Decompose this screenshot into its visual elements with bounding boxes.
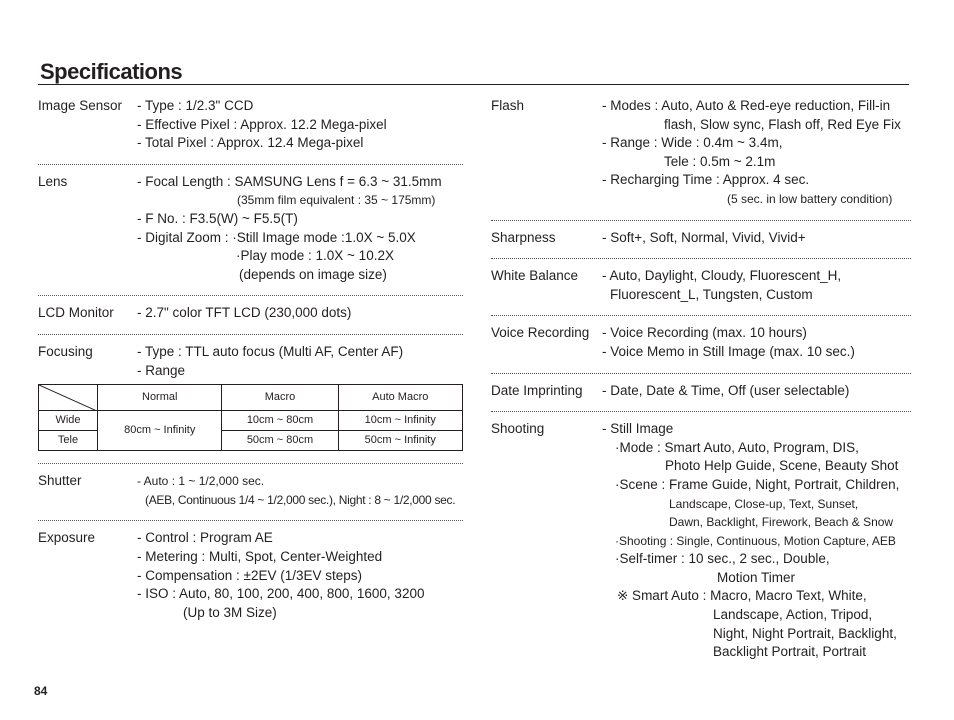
spec-line: Night, Night Portrait, Backlight, [713, 625, 897, 641]
spec-line: - Total Pixel : Approx. 12.4 Mega-pixel [137, 135, 364, 151]
spec-label: Lens [38, 173, 68, 189]
spec-line: (depends on image size) [239, 266, 387, 282]
spec-line: - F No. : F3.5(W) ~ F5.5(T) [137, 210, 298, 226]
spec-line: - Digital Zoom : ·Still Image mode :1.0X ~ 5.0X [137, 229, 416, 245]
spec-line: ·Scene : Frame Guide, Night, Portrait, Children, [615, 476, 900, 492]
spec-line: - Control : Program AE [137, 530, 273, 546]
spec-values [602, 229, 911, 248]
table-cell: 80cm ~ Infinity [98, 411, 222, 451]
spec-line: Landscape, Close-up, Text, Sunset, [669, 496, 859, 511]
spec-line: - Metering : Multi, Spot, Center-Weighted [137, 548, 383, 564]
dotted-divider [38, 463, 463, 464]
spec-line: - Date, Date & Time, Off (user selectable) [602, 382, 850, 398]
spec-values [137, 173, 463, 285]
table-header-cell: Macro [222, 385, 338, 411]
dotted-divider [38, 520, 463, 521]
table-cell: 10cm ~ 80cm [222, 411, 338, 431]
table-header-row [39, 385, 463, 411]
spec-values [137, 304, 463, 323]
spec-line: Backlight Portrait, Portrait [713, 644, 867, 660]
spec-label: Image Sensor [38, 98, 123, 113]
table-row-label: Wide [39, 411, 98, 431]
spec-line: - Voice Recording (max. 10 hours) [602, 325, 807, 341]
spec-line: - Voice Memo in Still Image (max. 10 sec.) [602, 343, 855, 359]
spec-line: - ISO : Auto, 80, 100, 200, 400, 800, 1600, 3200 [137, 586, 425, 602]
spec-line: - 2.7" color TFT LCD (230,000 dots) [137, 305, 352, 321]
specs-left-column [38, 96, 463, 628]
spec-line: ·Mode : Smart Auto, Auto, Program, DIS, [615, 439, 859, 455]
dotted-divider [491, 411, 911, 412]
dotted-divider [491, 315, 911, 316]
spec-line: - Range [137, 362, 186, 378]
spec-exposure [38, 528, 463, 628]
table-row-label: Tele [39, 431, 98, 451]
dotted-divider [38, 164, 463, 165]
dotted-divider [38, 295, 463, 296]
spec-line: (35mm film equivalent : 35 ~ 175mm) [237, 193, 436, 208]
spec-line: Fluorescent_L, Tungsten, Custom [610, 286, 813, 302]
spec-label: LCD Monitor [38, 305, 114, 321]
table-corner-cell [39, 385, 98, 411]
spec-label: Flash [491, 98, 525, 113]
table-header-cell: Normal [98, 385, 222, 411]
spec-values [137, 529, 463, 622]
dotted-divider [491, 220, 911, 221]
spec-label: Focusing [38, 343, 93, 359]
spec-lens [38, 172, 463, 291]
spec-flash [491, 96, 911, 215]
spec-label: White Balance [491, 268, 579, 284]
dotted-divider [491, 373, 911, 374]
table-row [39, 411, 463, 431]
spec-sharpness [491, 228, 911, 254]
spec-line: - Range : Wide : 0.4m ~ 3.4m, [602, 135, 783, 151]
spec-line: ·Shooting : Single, Continuous, Motion Capture, AEB [615, 533, 896, 548]
table-cell: 10cm ~ Infinity [338, 411, 462, 431]
spec-label: Exposure [38, 530, 96, 546]
spec-line: - Soft+, Soft, Normal, Vivid, Vivid+ [602, 229, 806, 245]
spec-values [602, 267, 911, 304]
specs-right-column [491, 96, 911, 668]
spec-line: Dawn, Backlight, Firework, Beach & Snow [669, 515, 894, 530]
spec-line: Motion Timer [717, 569, 796, 585]
spec-label: Shooting [491, 421, 545, 437]
spec-values [602, 97, 911, 209]
spec-line: - Modes : Auto, Auto & Red-eye reduction, Fill-in [602, 98, 891, 113]
spec-values [602, 324, 911, 361]
spec-line: - Type : TTL auto focus (Multi AF, Center AF) [137, 343, 404, 359]
spec-values [137, 472, 463, 509]
table-cell: 50cm ~ 80cm [222, 431, 338, 451]
spec-line: - Effective Pixel : Approx. 12.2 Mega-pixel [137, 116, 387, 132]
spec-line: - Auto : 1 ~ 1/2,000 sec. [137, 474, 265, 489]
spec-line: - Focal Length : SAMSUNG Lens f = 6.3 ~ 31.5mm [137, 173, 442, 189]
page-number: 84 [34, 684, 48, 698]
spec-line: Tele : 0.5m ~ 2.1m [664, 153, 776, 169]
spec-white-balance [491, 266, 911, 310]
spec-image-sensor [38, 96, 463, 159]
spec-values [137, 343, 463, 380]
spec-shutter [38, 471, 463, 515]
spec-line: - Auto, Daylight, Cloudy, Fluorescent_H, [602, 268, 842, 284]
spec-line: - Recharging Time : Approx. 4 sec. [602, 172, 810, 188]
spec-values [602, 420, 911, 662]
spec-line: ·Self-timer : 10 sec., 2 sec., Double, [615, 551, 830, 567]
spec-voice-recording [491, 323, 911, 367]
spec-line: ※ Smart Auto : Macro, Macro Text, White, [617, 588, 867, 604]
spec-label: Shutter [38, 473, 82, 489]
spec-label: Date Imprinting [491, 382, 583, 398]
dotted-divider [38, 334, 463, 335]
spec-date-imprinting [491, 381, 911, 407]
spec-line: ·Play mode : 1.0X ~ 10.2X [236, 248, 394, 264]
spec-line: flash, Slow sync, Flash off, Red Eye Fix [664, 116, 901, 132]
title-rule [38, 84, 909, 85]
spec-values [137, 97, 463, 153]
spec-shooting [491, 419, 911, 668]
spec-line: (5 sec. in low battery condition) [727, 191, 893, 206]
page-title: Specifications [40, 59, 183, 84]
spec-lcd-monitor [38, 303, 463, 329]
spec-label: Sharpness [491, 229, 556, 245]
diagonal-line-icon [39, 385, 97, 411]
spec-values [602, 382, 911, 401]
spec-line: (Up to 3M Size) [183, 604, 277, 620]
spec-label: Voice Recording [491, 325, 590, 341]
spec-line: - Still Image [602, 421, 674, 437]
table-header-cell: Auto Macro [338, 385, 462, 411]
spec-line: (AEB, Continuous 1/4 ~ 1/2,000 sec.), Night : 8 ~ 1/2,000 sec. [145, 492, 456, 507]
spec-line: - Compensation : ±2EV (1/3EV steps) [137, 567, 363, 583]
dotted-divider [491, 258, 911, 259]
table-cell: 50cm ~ Infinity [338, 431, 462, 451]
spec-line: Photo Help Guide, Scene, Beauty Shot [665, 458, 899, 474]
focus-range-table [38, 384, 463, 451]
spec-line: - Type : 1/2.3" CCD [137, 98, 254, 113]
spec-focusing [38, 342, 463, 457]
spec-line: Landscape, Action, Tripod, [713, 607, 873, 623]
